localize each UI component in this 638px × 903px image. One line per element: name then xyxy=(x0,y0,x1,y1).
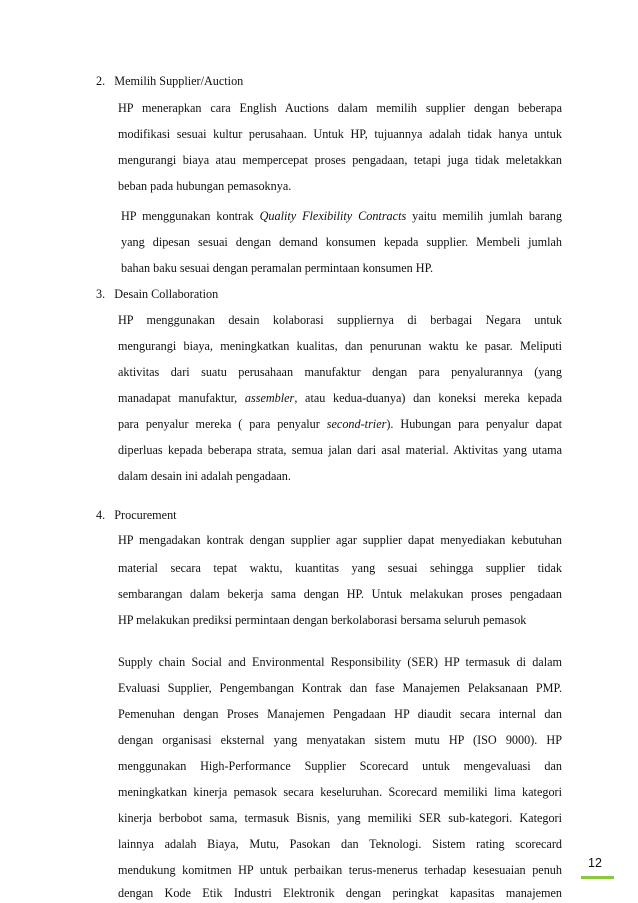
s3-line-2: mengurangi biaya, meningkatkan kualitas, dan penurunan waktu ke pasar. Meliputi xyxy=(118,339,562,353)
page-number: 12 xyxy=(588,856,602,870)
section-4-heading: 4. Procurement xyxy=(96,508,177,522)
section-2-heading: 2. Memilih Supplier/Auction xyxy=(96,74,244,88)
s2-p2-line-2: yang dipesan sesuai dengan demand konsumen kepada supplier. Membeli jumlah xyxy=(121,235,562,249)
s3-line-3: aktivitas dari suatu perusahaan manufaktur dengan para penyalurannya (yang xyxy=(118,365,562,379)
s3-line-1: HP menggunakan desain kolaborasi suppliernya di berbagai Negara untuk xyxy=(118,313,562,327)
s4-p2-line-2: Evaluasi Supplier, Pengembangan Kontrak dan fase Manajemen Pelaksanaan PMP. xyxy=(118,681,562,695)
s2-p2-line-1: HP menggunakan kontrak Quality Flexibility Contracts yaitu memilih jumlah barang xyxy=(121,209,562,223)
s2-p1-line-3: mengurangi biaya atau mempercepat proses pengadaan, tetapi juga tidak meletakkan xyxy=(118,153,562,167)
s4-p2-line-3: Pemenuhan dengan Proses Manajemen Pengadaan HP diaudit secara internal dan xyxy=(118,707,562,721)
s2-p1-line-1: HP menerapkan cara English Auctions dalam memilih supplier dengan beberapa xyxy=(118,101,562,115)
page-number-underline xyxy=(581,876,614,879)
s2-p2-line-3: bahan baku sesuai dengan peramalan permintaan konsumen HP. xyxy=(121,261,434,275)
s3-line-7: dalam desain ini adalah pengadaan. xyxy=(118,469,291,483)
section-3-heading: 3. Desain Collaboration xyxy=(96,287,219,301)
s4-p2-line-8: lainnya adalah Biaya, Mutu, Pasokan dan Teknologi. Sistem rating scorecard xyxy=(118,837,562,851)
s2-p1-line-4: beban pada hubungan pemasoknya. xyxy=(118,179,292,193)
s4-p2-line-5: menggunakan High-Performance Supplier Scorecard untuk mengevaluasi dan xyxy=(118,759,562,773)
s3-line-6: diperluas kepada beberapa strata, semua jalan dari asal material. Aktivitas yang utama xyxy=(118,443,562,457)
second-trier-term: second-trier xyxy=(326,417,387,431)
s2-p1-line-2: modifikasi sesuai kultur perusahaan. Untuk HP, tujuannya adalah tidak hanya untuk xyxy=(118,127,562,141)
s4-p2-line-10: dengan Kode Etik Industri Elektronik dengan peringkat kapasitas manajemen xyxy=(118,886,562,900)
s4-p1-line-3: sembarangan dalam bekerja sama dengan HP. Untuk melakukan proses pengadaan xyxy=(118,587,562,601)
assembler-term: assembler xyxy=(244,391,295,405)
s4-p2-line-7: kinerja berbobot sama, termasuk Bisnis, yang memiliki SER sub-kategori. Kategori xyxy=(118,811,562,825)
s4-p2-line-9: mendukung komitmen HP untuk perbaikan terus-menerus terhadap kesesuaian penuh xyxy=(118,863,562,877)
s4-p2-line-1: Supply chain Social and Environmental Responsibility (SER) HP termasuk di dalam xyxy=(118,655,562,669)
s4-p2-line-4: dengan organisasi eksternal yang menyatakan sistem mutu HP (ISO 9000). HP xyxy=(118,733,562,747)
s3-line-5: para penyalur mereka ( para penyalur second-trier). Hubungan para penyalur dapat xyxy=(118,417,562,431)
quality-flexibility-contracts: Quality Flexibility Contracts xyxy=(259,209,407,223)
s4-p1-line-1: HP mengadakan kontrak dengan supplier agar supplier dapat menyediakan kebutuhan xyxy=(118,533,562,547)
s3-line-4: manadapat manufaktur, assembler, atau kedua-duanya) dan koneksi mereka kepada xyxy=(118,391,562,405)
s4-p1-line-4: HP melakukan prediksi permintaan dengan berkolaborasi bersama seluruh pemasok xyxy=(118,613,527,627)
s4-p1-line-2: material secara tepat waktu, kuantitas yang sesuai sehingga supplier tidak xyxy=(118,561,562,575)
s4-p2-line-6: meningkatkan kinerja pemasok secara keseluruhan. Scorecard memiliki lima kategori xyxy=(118,785,562,799)
